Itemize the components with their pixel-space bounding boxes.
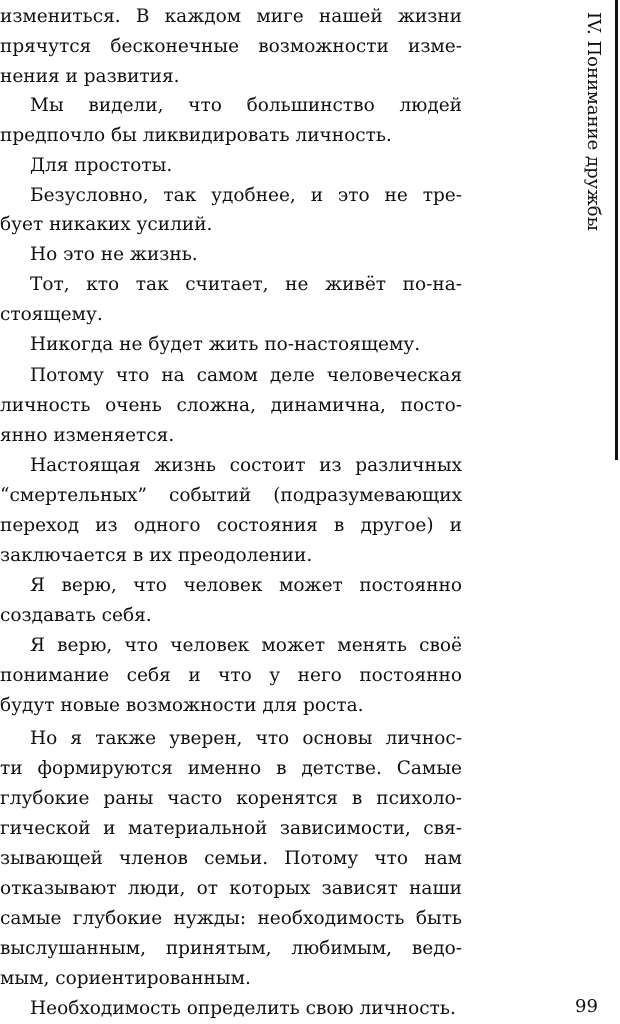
text-line: стоящему.	[0, 304, 103, 325]
text-line: гической и материальной зависимости, свя-	[0, 818, 462, 839]
text-line: создавать себя.	[0, 605, 152, 626]
text-line: “смертельных” событий (подразумевающих	[0, 485, 462, 506]
text-line: ти формируются именно в детстве. Самые	[0, 758, 462, 779]
text-line: Настоящая жизнь состоит из различных	[30, 455, 462, 476]
text-line: Я верю, что человек может менять своё	[30, 635, 462, 656]
text-line: нения и развития.	[0, 66, 180, 87]
text-line: отказывают люди, от которых зависят наши	[0, 878, 462, 899]
running-head	[570, 12, 610, 262]
text-line: понимание себя и что у него постоянно	[0, 665, 462, 686]
text-line: самые глубокие нужды: необходимость быть	[0, 908, 462, 929]
running-head-text: IV. Понимание дружбы	[583, 12, 604, 231]
text-line: Безусловно, так удобнее, и это не тре-	[30, 185, 462, 206]
text-line: Но это не жизнь.	[30, 244, 198, 265]
text-line: Мы видели, что большинство людей	[30, 95, 462, 116]
text-line: переход из одного состояния в другое) и	[0, 515, 462, 536]
text-line: выслушанным, принятым, любимым, ведо-	[0, 938, 462, 959]
text-line: личность очень сложна, динамична, посто-	[0, 395, 462, 416]
text-line: бует никаких усилий.	[0, 214, 213, 235]
text-line: предпочло бы ликвидировать личность.	[0, 125, 392, 146]
text-line: глубокие раны часто коренятся в психоло-	[0, 788, 462, 809]
text-line: Потому что на самом деле человеческая	[30, 365, 462, 386]
text-line: Но я также уверен, что основы личнос-	[30, 728, 462, 749]
text-line: будут новые возможности для роста.	[0, 695, 364, 716]
text-line: Никогда не будет жить по-настоящему.	[30, 334, 421, 355]
text-line: измениться. В каждом миге нашей жизни	[0, 6, 462, 27]
text-line: Необходимость определить свою личность.	[30, 998, 456, 1019]
text-line: прячутся бесконечные возможности изме-	[0, 36, 462, 57]
text-line: Тот, кто так считает, не живёт по-на-	[30, 274, 462, 295]
text-line: Для простоты.	[30, 155, 173, 176]
page-number: 99	[575, 996, 598, 1017]
text-line: зывающей членов семьи. Потому что нам	[0, 848, 462, 869]
text-line: Я верю, что человек может постоянно	[30, 575, 462, 596]
margin-rule	[615, 0, 618, 460]
text-line: янно изменяется.	[0, 425, 175, 446]
text-line: мым, сориентированным.	[0, 968, 251, 989]
text-line: заключается в их преодолении.	[0, 545, 313, 566]
